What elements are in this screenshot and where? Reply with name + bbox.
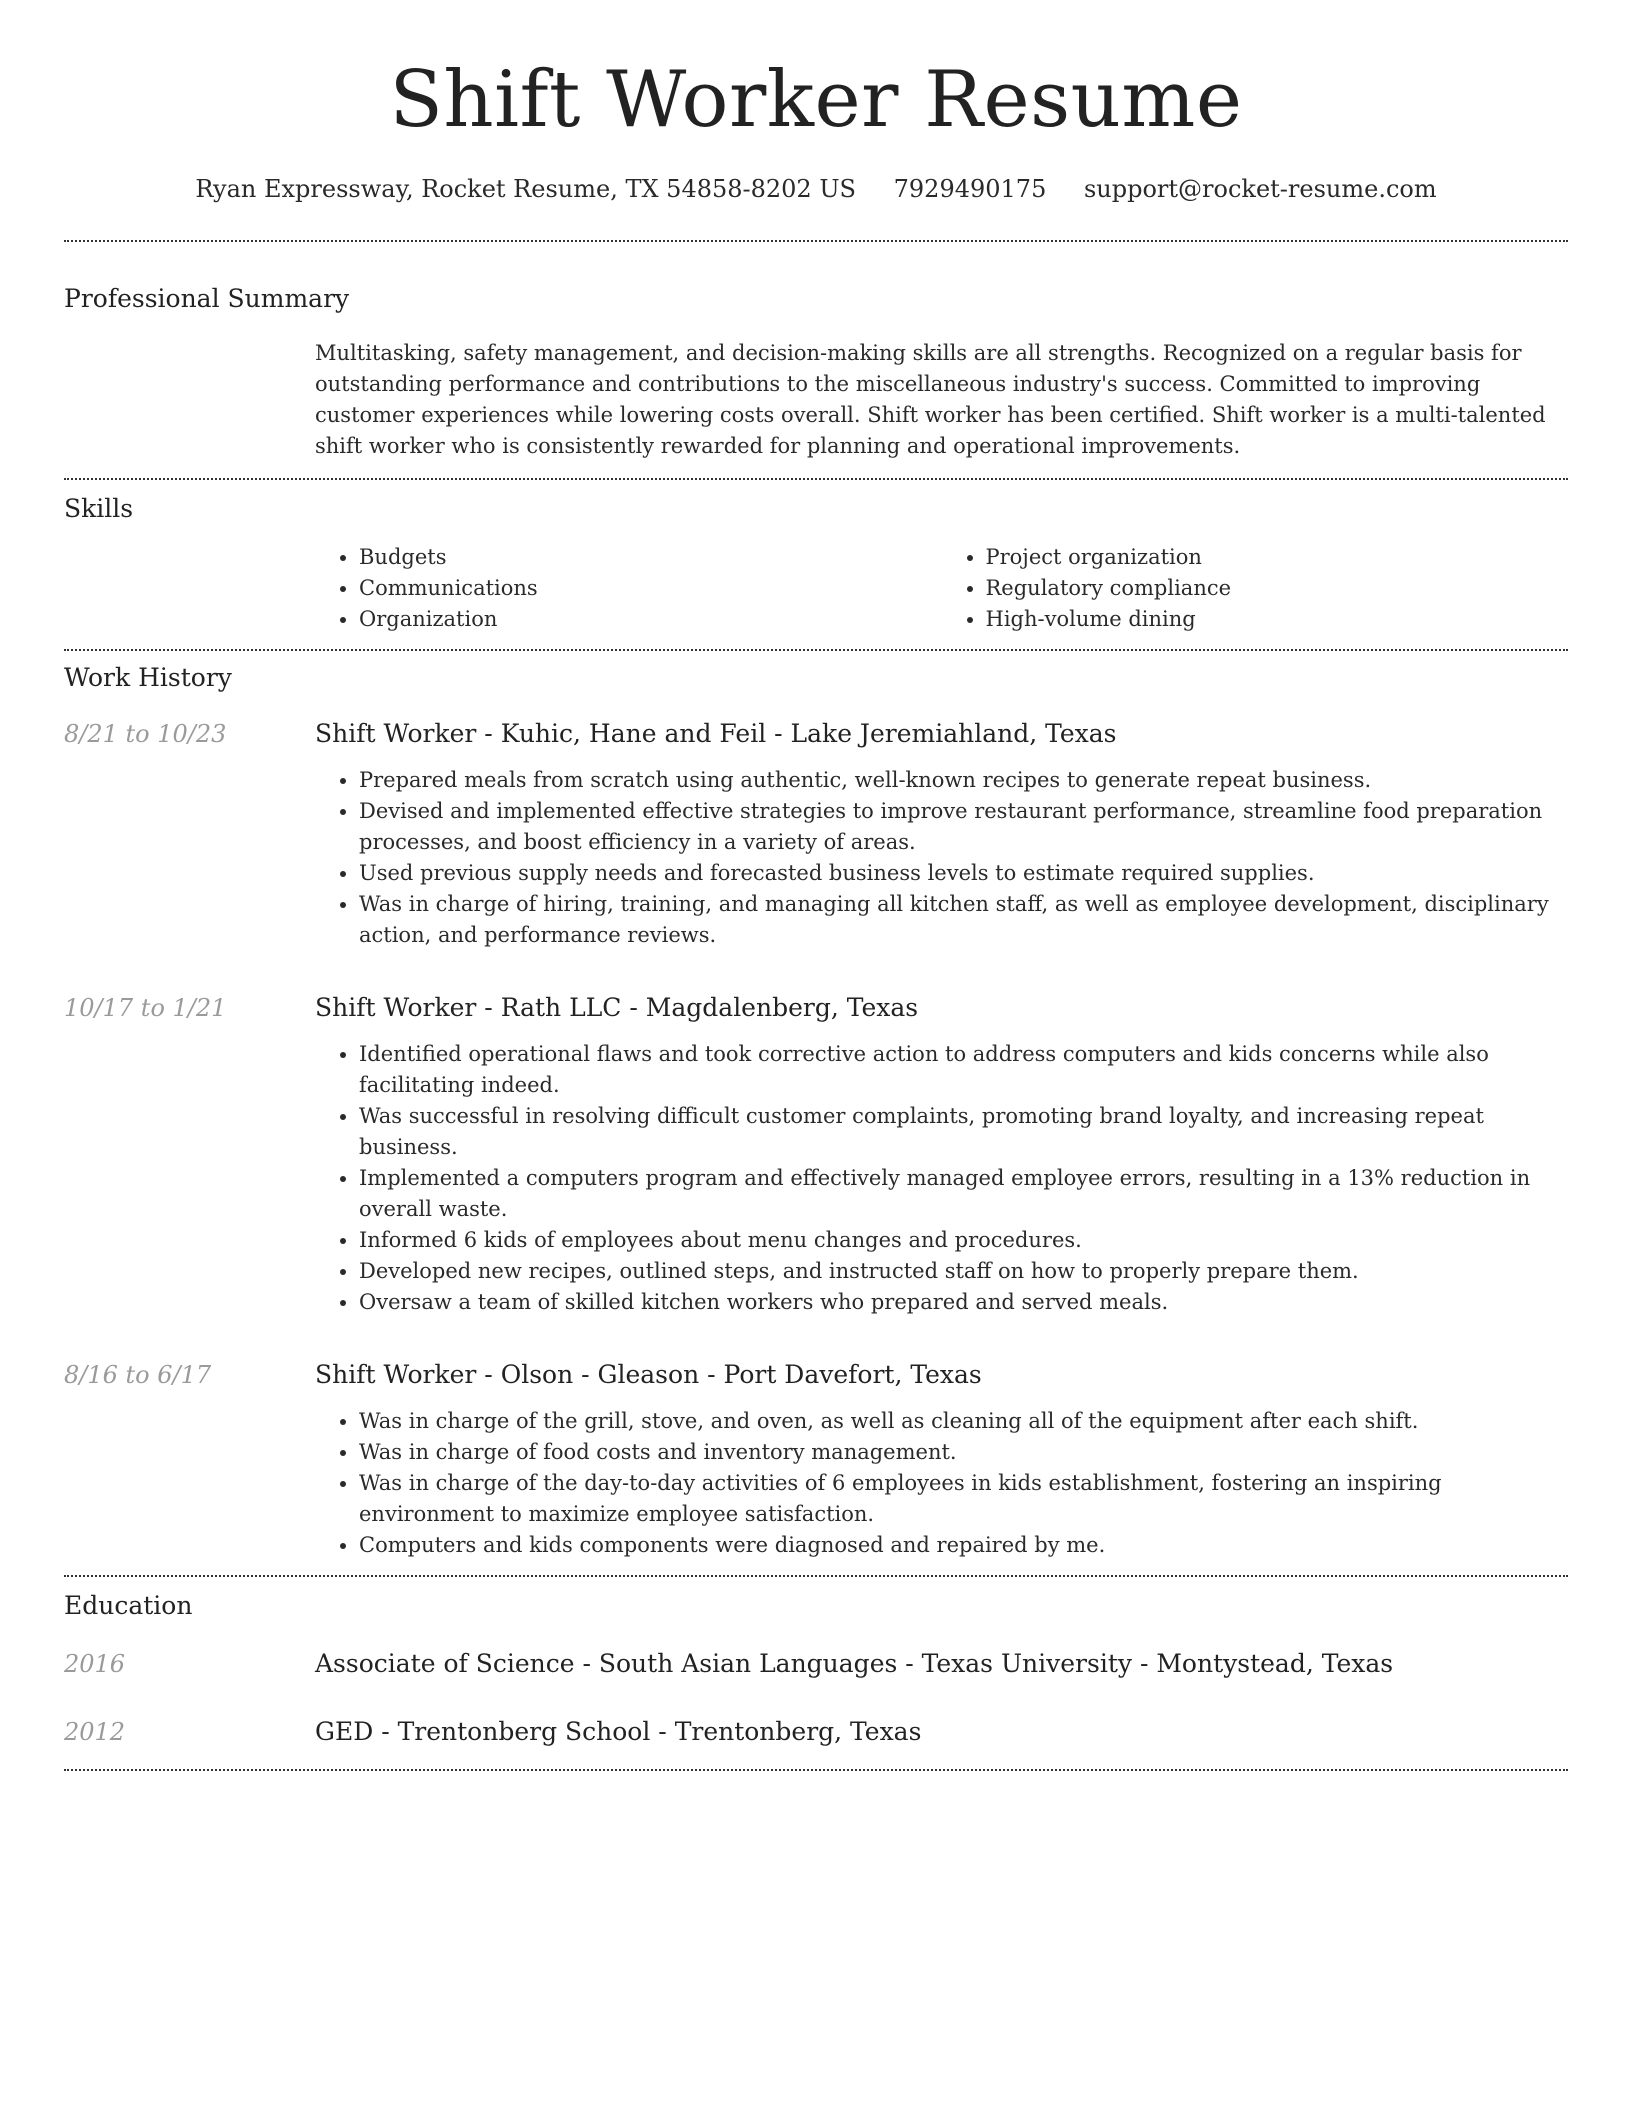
skill-item: • Communications xyxy=(359,573,942,604)
skill-item: • Project organization xyxy=(986,542,1569,573)
divider xyxy=(64,1575,1568,1577)
job-bullet: • Implemented a computers program and effectively managed employee errors, resulting in a 13% reduction in overall waste. xyxy=(359,1163,1568,1225)
job-bullet: • Was in charge of hiring, training, and managing all kitchen staff, as well as employee development, disciplinary action, and performance reviews. xyxy=(359,889,1568,951)
job-bullet: • Developed new recipes, outlined steps, and instructed staff on how to properly prepare them. xyxy=(359,1256,1568,1287)
summary-heading: Professional Summary xyxy=(64,284,350,313)
job-bullets xyxy=(315,1039,1568,1318)
education-year: 2012 xyxy=(64,1718,126,1746)
divider xyxy=(64,478,1568,480)
job-entry xyxy=(64,717,1568,951)
job-bullet: • Was in charge of the grill, stove, and oven, as well as cleaning all of the equipment after each shift. xyxy=(359,1406,1568,1437)
job-bullets xyxy=(315,765,1568,951)
education-details: GED - Trentonberg School - Trentonberg, Texas xyxy=(315,1717,922,1746)
summary-section xyxy=(64,316,1568,478)
education-entry xyxy=(64,1715,1568,1749)
job-title: Shift Worker - Olson - Gleason - Port Davefort, Texas xyxy=(315,1360,982,1389)
job-bullet: • Computers and kids components were diagnosed and repaired by me. xyxy=(359,1530,1568,1561)
job-bullet: • Was in charge of the day-to-day activities of 6 employees in kids establishment, fostering an inspiring environment to maximize employee satisfaction. xyxy=(359,1468,1568,1530)
job-dates: 8/16 to 6/17 xyxy=(64,1361,212,1389)
job-bullet: • Oversaw a team of skilled kitchen workers who prepared and served meals. xyxy=(359,1287,1568,1318)
skill-item: • Organization xyxy=(359,604,942,635)
job-bullet: • Prepared meals from scratch using authentic, well-known recipes to generate repeat business. xyxy=(359,765,1568,796)
contact-phone: 7929490175 xyxy=(893,175,1047,203)
contact-email: support@rocket-resume.com xyxy=(1083,175,1437,203)
job-title: Shift Worker - Kuhic, Hane and Feil - Lake Jeremiahland, Texas xyxy=(315,719,1117,748)
job-bullet: • Informed 6 kids of employees about menu changes and procedures. xyxy=(359,1225,1568,1256)
job-entry xyxy=(64,1358,1568,1561)
skills-section xyxy=(64,526,1568,649)
resume-header xyxy=(64,0,1568,206)
skills-list-right xyxy=(942,542,1569,635)
job-bullet: • Was in charge of food costs and inventory management. xyxy=(359,1437,1568,1468)
job-bullet: • Used previous supply needs and forecasted business levels to estimate required supplies. xyxy=(359,858,1568,889)
skill-item: • Regulatory compliance xyxy=(986,573,1569,604)
contact-line xyxy=(64,172,1568,206)
job-dates: 10/17 to 1/21 xyxy=(64,994,227,1022)
skills-heading: Skills xyxy=(64,494,134,523)
job-bullet: • Was successful in resolving difficult customer complaints, promoting brand loyalty, and increasing repeat business. xyxy=(359,1101,1568,1163)
skill-item: • High-volume dining xyxy=(986,604,1569,635)
divider xyxy=(64,240,1568,242)
skill-item: • Budgets xyxy=(359,542,942,573)
education-entry xyxy=(64,1647,1568,1681)
job-entry xyxy=(64,991,1568,1318)
education-year: 2016 xyxy=(64,1650,126,1678)
contact-address: Ryan Expressway, Rocket Resume, TX 54858-8202 US xyxy=(195,175,856,203)
job-bullet: • Devised and implemented effective strategies to improve restaurant performance, streamline food preparation processes, and boost efficiency in a variety of areas. xyxy=(359,796,1568,858)
job-bullets xyxy=(315,1406,1568,1561)
summary-text: Multitasking, safety management, and decision-making skills are all strengths. Recognized on a regular basis for outstanding performance and contributions to the miscellaneous industry's success. Committed to improving customer experiences while lowering costs overall. Shift worker has been certified. Shift worker is a multi-talented shift worker who is consistently rewarded for planning and operational improvements. xyxy=(315,341,1546,458)
job-bullet: • Identified operational flaws and took corrective action to address computers and kids concerns while also facilitating indeed. xyxy=(359,1039,1568,1101)
education-heading: Education xyxy=(64,1591,193,1620)
work-history-heading: Work History xyxy=(64,663,232,692)
divider xyxy=(64,1769,1568,1771)
education-details: Associate of Science - South Asian Languages - Texas University - Montystead, Texas xyxy=(315,1649,1394,1678)
resume-title: Shift Worker Resume xyxy=(389,55,1243,145)
job-dates: 8/21 to 10/23 xyxy=(64,720,227,748)
skills-list-left xyxy=(315,542,942,635)
divider xyxy=(64,649,1568,651)
job-title: Shift Worker - Rath LLC - Magdalenberg, Texas xyxy=(315,993,919,1022)
